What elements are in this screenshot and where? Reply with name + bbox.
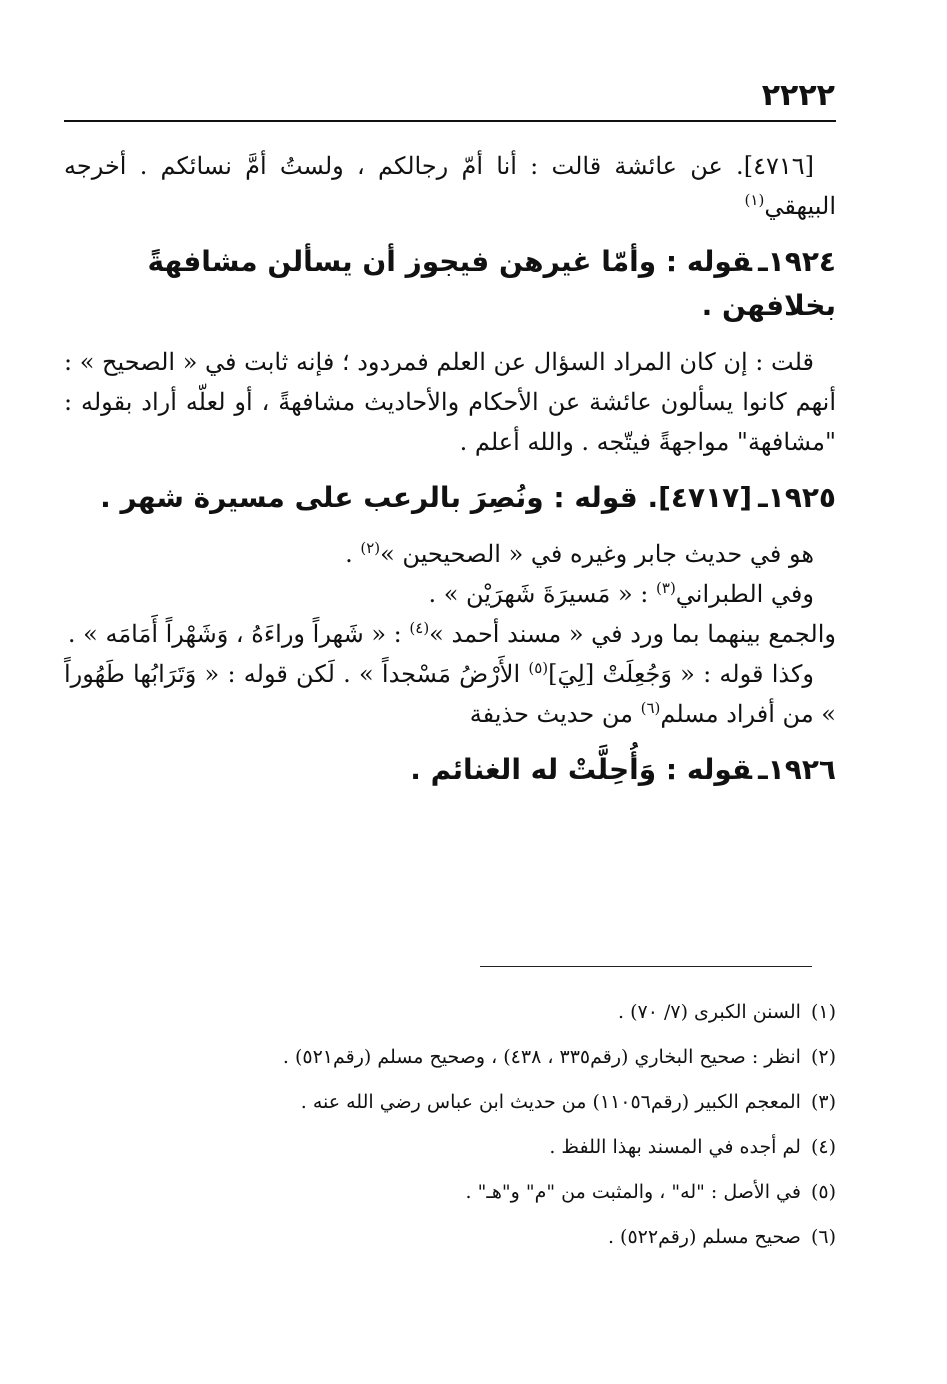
line-text: وفي الطبراني <box>675 580 814 608</box>
footnote-number: (٤) <box>810 1136 836 1158</box>
section-title: قوله : وأمّا غيرهن فيجوز أن يسألن مشافهةً بخلافهن . <box>147 245 836 322</box>
footnote-text: المعجم الكبير (رقم١١٠٥٦) من حديث ابن عباس رضي الله عنه . <box>300 1091 801 1113</box>
line-text: : « شَهراً وراءَهُ ، وَشَهْراً أَمَامَه » . <box>67 620 410 648</box>
header-rule <box>64 120 836 122</box>
commentary-line <box>64 654 836 734</box>
footnote-number: (١) <box>810 1001 836 1023</box>
footnote-separator <box>480 966 812 967</box>
section-heading-1924 <box>64 240 836 328</box>
line-text: وكذا قوله : « وَجُعِلَتْ [لِيَ] <box>548 660 814 688</box>
line-text: هو في حديث جابر وغيره في « الصحيحين » <box>380 540 814 568</box>
section-number: ١٩٢٥ـ <box>758 481 836 514</box>
footnote-item <box>64 1035 836 1080</box>
section-title: قوله : وَأُحِلَّتْ له الغنائم . <box>410 753 753 786</box>
footnote-item <box>64 1170 836 1215</box>
commentary-line <box>64 534 836 574</box>
commentary-line <box>64 614 836 654</box>
line-text: الأَرْضُ مَسْجداً » . لَكن قوله : « وَتَرَابُها طَهُوراً » من أفراد مسلم <box>64 660 836 728</box>
footnote-text: صحيح مسلم (رقم٥٢٢) . <box>607 1226 801 1248</box>
main-text <box>64 146 836 806</box>
footnote-ref: (٤) <box>409 619 430 637</box>
hadith-entry-4716 <box>64 146 836 226</box>
page-number: ٢٢٢٢ <box>761 78 835 113</box>
footnote-text: السنن الكبرى (٧/ ٧٠) . <box>617 1001 801 1023</box>
footnote-text: لم أجده في المسند بهذا اللفظ . <box>549 1136 801 1158</box>
section-number: ١٩٢٤ـ <box>758 245 836 278</box>
footnote-number: (٢) <box>810 1046 836 1068</box>
section-heading-1925 <box>64 476 836 520</box>
footnote-number: (٥) <box>810 1181 836 1203</box>
footnote-item <box>64 1215 836 1260</box>
footnote-ref: (٢) <box>360 539 381 557</box>
commentary-line <box>64 574 836 614</box>
footnote-item <box>64 1125 836 1170</box>
footnote-ref: (٥) <box>528 659 549 677</box>
section-number: ١٩٢٦ـ <box>758 753 836 786</box>
footnote-ref: (٦) <box>640 699 661 717</box>
line-text: من حديث حذيفة <box>469 700 641 728</box>
footnote-item <box>64 1080 836 1125</box>
footnote-text: انظر : صحيح البخاري (رقم٣٣٥ ، ٤٣٨) ، وصحيح مسلم (رقم٥٢١) . <box>282 1046 801 1068</box>
footnotes <box>64 990 836 1260</box>
entry-text: [٤٧١٦]. عن عائشة قالت : أنا أمّ رجالكم ، ولستُ أمَّ نسائكم . أخرجه البيهقي <box>64 152 836 220</box>
section-title: [٤٧١٧]. قوله : ونُصِرَ بالرعب على مسيرة شهر . <box>100 481 753 514</box>
footnote-text: في الأصل : "له" ، والمثبت من "م" و"هـ" . <box>465 1181 801 1203</box>
footnote-number: (٦) <box>810 1226 836 1248</box>
line-text: والجمع بينهما بما ورد في « مسند أحمد » <box>429 620 836 648</box>
footnote-ref: (١) <box>744 191 765 209</box>
section-heading-1926 <box>64 748 836 792</box>
line-text: : « مَسيرَةَ شَهرَيْن » . <box>428 580 657 608</box>
line-text: . <box>345 540 361 568</box>
commentary-paragraph: قلت : إن كان المراد السؤال عن العلم فمردود ؛ فإنه ثابت في « الصحيح » : أنهم كانوا يسألون عائشة عن الأحكام والأحاديث مشافهةً ، أو لعلّه أراد بقوله : "مشافهة" مواجهةً فيتّجه . والله أعلم . <box>64 348 837 456</box>
footnote-ref: (٣) <box>656 579 676 597</box>
footnote-number: (٣) <box>810 1091 836 1113</box>
footnote-item <box>64 990 836 1035</box>
